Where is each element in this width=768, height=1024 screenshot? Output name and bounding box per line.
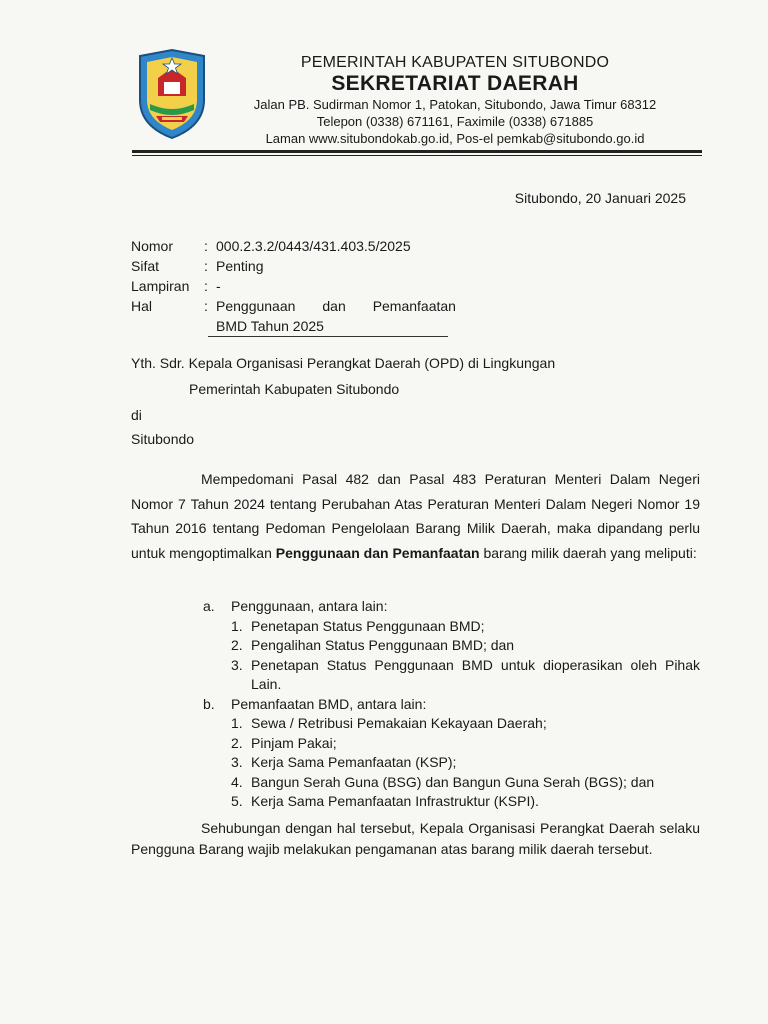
paragraph-bold-text: Penggunaan dan Pemanfaatan bbox=[275, 544, 480, 561]
letter-date: Situbondo, 20 Januari 2025 bbox=[514, 190, 686, 206]
item-text: Penetapan Status Penggunaan BMD; bbox=[251, 617, 485, 634]
section-a-items bbox=[231, 617, 700, 695]
list-item bbox=[231, 636, 700, 656]
meta-subject bbox=[216, 296, 456, 337]
body-paragraph-1 bbox=[131, 467, 700, 565]
item-number: 1. bbox=[231, 715, 243, 731]
list-item bbox=[231, 773, 700, 793]
meta-row-lampiran bbox=[131, 276, 456, 296]
subject-line-1 bbox=[216, 296, 456, 316]
paragraph-text: barang milik daerah yang meliputi: bbox=[479, 544, 697, 561]
meta-row-nomor bbox=[131, 236, 456, 256]
list-item bbox=[231, 792, 700, 812]
item-text: Kerja Sama Pemanfaatan (KSP); bbox=[251, 754, 457, 770]
item-text: Bangun Serah Guna (BSG) dan Bangun Guna Serah (BGS); dan bbox=[251, 773, 655, 790]
section-title: Pemanfaatan BMD, antara lain: bbox=[231, 695, 427, 712]
meta-value: 000.2.3.2/0443/431.403.5/2025 bbox=[216, 238, 411, 254]
meta-label: Lampiran bbox=[131, 278, 190, 294]
office-name: SEKRETARIAT DAERAH bbox=[331, 72, 579, 95]
item-number: 2. bbox=[231, 734, 243, 751]
recipient-line: Situbondo bbox=[131, 431, 195, 447]
item-number: 3. bbox=[231, 754, 243, 770]
item-text: Kerja Sama Pemanfaatan Infrastruktur (KSPI). bbox=[251, 793, 539, 809]
section-b-items bbox=[231, 714, 700, 812]
letterhead-divider-thin bbox=[132, 155, 702, 156]
paragraph-text: Mempedomani Pasal 482 dan Pasal 483 Peraturan Menteri Dalam Negeri Nomor 7 Tahun 2024 tentang Perubahan Atas Peraturan Menteri Dalam Negeri Nomor 19 Tahun 2016 tentang Pedoman Pengelolaan Barang Milik Daerah, maka dipandang perlu untuk mengoptimalkan bbox=[131, 471, 700, 561]
list-item bbox=[231, 734, 700, 754]
letterhead bbox=[215, 53, 695, 147]
body-paragraph-2: Sehubungan dengan hal tersebut, Kepala Organisasi Perangkat Daerah selaku Pengguna Barang wajib melakukan pengamanan atas barang milik daerah tersebut. bbox=[131, 820, 700, 857]
subject-line-2: BMD Tahun 2025 bbox=[208, 316, 448, 337]
government-name: PEMERINTAH KABUPATEN SITUBONDO bbox=[300, 54, 610, 71]
meta-colon: : bbox=[204, 298, 208, 314]
item-text: Pinjam Pakai; bbox=[251, 734, 337, 751]
regency-crest-icon bbox=[134, 48, 210, 140]
meta-colon: : bbox=[204, 258, 208, 274]
item-number: 5. bbox=[231, 793, 243, 809]
list-section-a bbox=[203, 597, 700, 617]
item-number: 3. bbox=[231, 656, 243, 673]
meta-value: Penting bbox=[216, 258, 264, 274]
list-item bbox=[231, 714, 700, 734]
list-section-b bbox=[203, 695, 700, 715]
meta-row-hal bbox=[131, 296, 456, 337]
meta-value: - bbox=[216, 278, 221, 294]
subject-word: dan bbox=[322, 298, 346, 314]
item-number: 4. bbox=[231, 773, 243, 790]
meta-label: Hal bbox=[131, 298, 153, 314]
meta-colon: : bbox=[204, 238, 208, 254]
list-item bbox=[231, 753, 700, 773]
scope-list bbox=[203, 597, 700, 812]
item-number: 1. bbox=[231, 617, 243, 634]
section-marker: b. bbox=[203, 695, 215, 712]
section-title: Penggunaan, antara lain: bbox=[231, 598, 388, 614]
item-text: Penetapan Status Penggunaan BMD untuk dioperasikan oleh Pihak Lain. bbox=[251, 656, 700, 692]
meta-colon: : bbox=[204, 278, 208, 294]
list-item bbox=[231, 617, 700, 637]
recipient-line: Yth. Sdr. Kepala Organisasi Perangkat Daerah (OPD) di Lingkungan bbox=[131, 355, 556, 371]
letter-meta bbox=[131, 236, 456, 337]
subject-word: Pemanfaatan bbox=[372, 298, 456, 314]
recipient-line: Pemerintah Kabupaten Situbondo bbox=[189, 381, 400, 397]
item-text: Sewa / Retribusi Pemakaian Kekayaan Daerah; bbox=[251, 715, 547, 731]
office-phone: Telepon (0338) 671161, Faximile (0338) 671885 bbox=[316, 114, 594, 129]
meta-row-sifat bbox=[131, 256, 456, 276]
item-text: Pengalihan Status Penggunaan BMD; dan bbox=[251, 637, 515, 653]
list-item bbox=[231, 656, 700, 695]
letterhead-divider-thick bbox=[132, 150, 702, 153]
meta-label: Sifat bbox=[131, 258, 160, 274]
office-address: Jalan PB. Sudirman Nomor 1, Patokan, Situbondo, Jawa Timur 68312 bbox=[253, 97, 657, 112]
item-number: 2. bbox=[231, 637, 243, 653]
subject-word: Penggunaan bbox=[216, 298, 296, 314]
office-web: Laman www.situbondokab.go.id, Pos-el pemkab@situbondo.go.id bbox=[265, 131, 645, 146]
section-marker: a. bbox=[203, 598, 215, 614]
meta-label: Nomor bbox=[131, 238, 174, 254]
recipient-line: di bbox=[131, 407, 142, 423]
